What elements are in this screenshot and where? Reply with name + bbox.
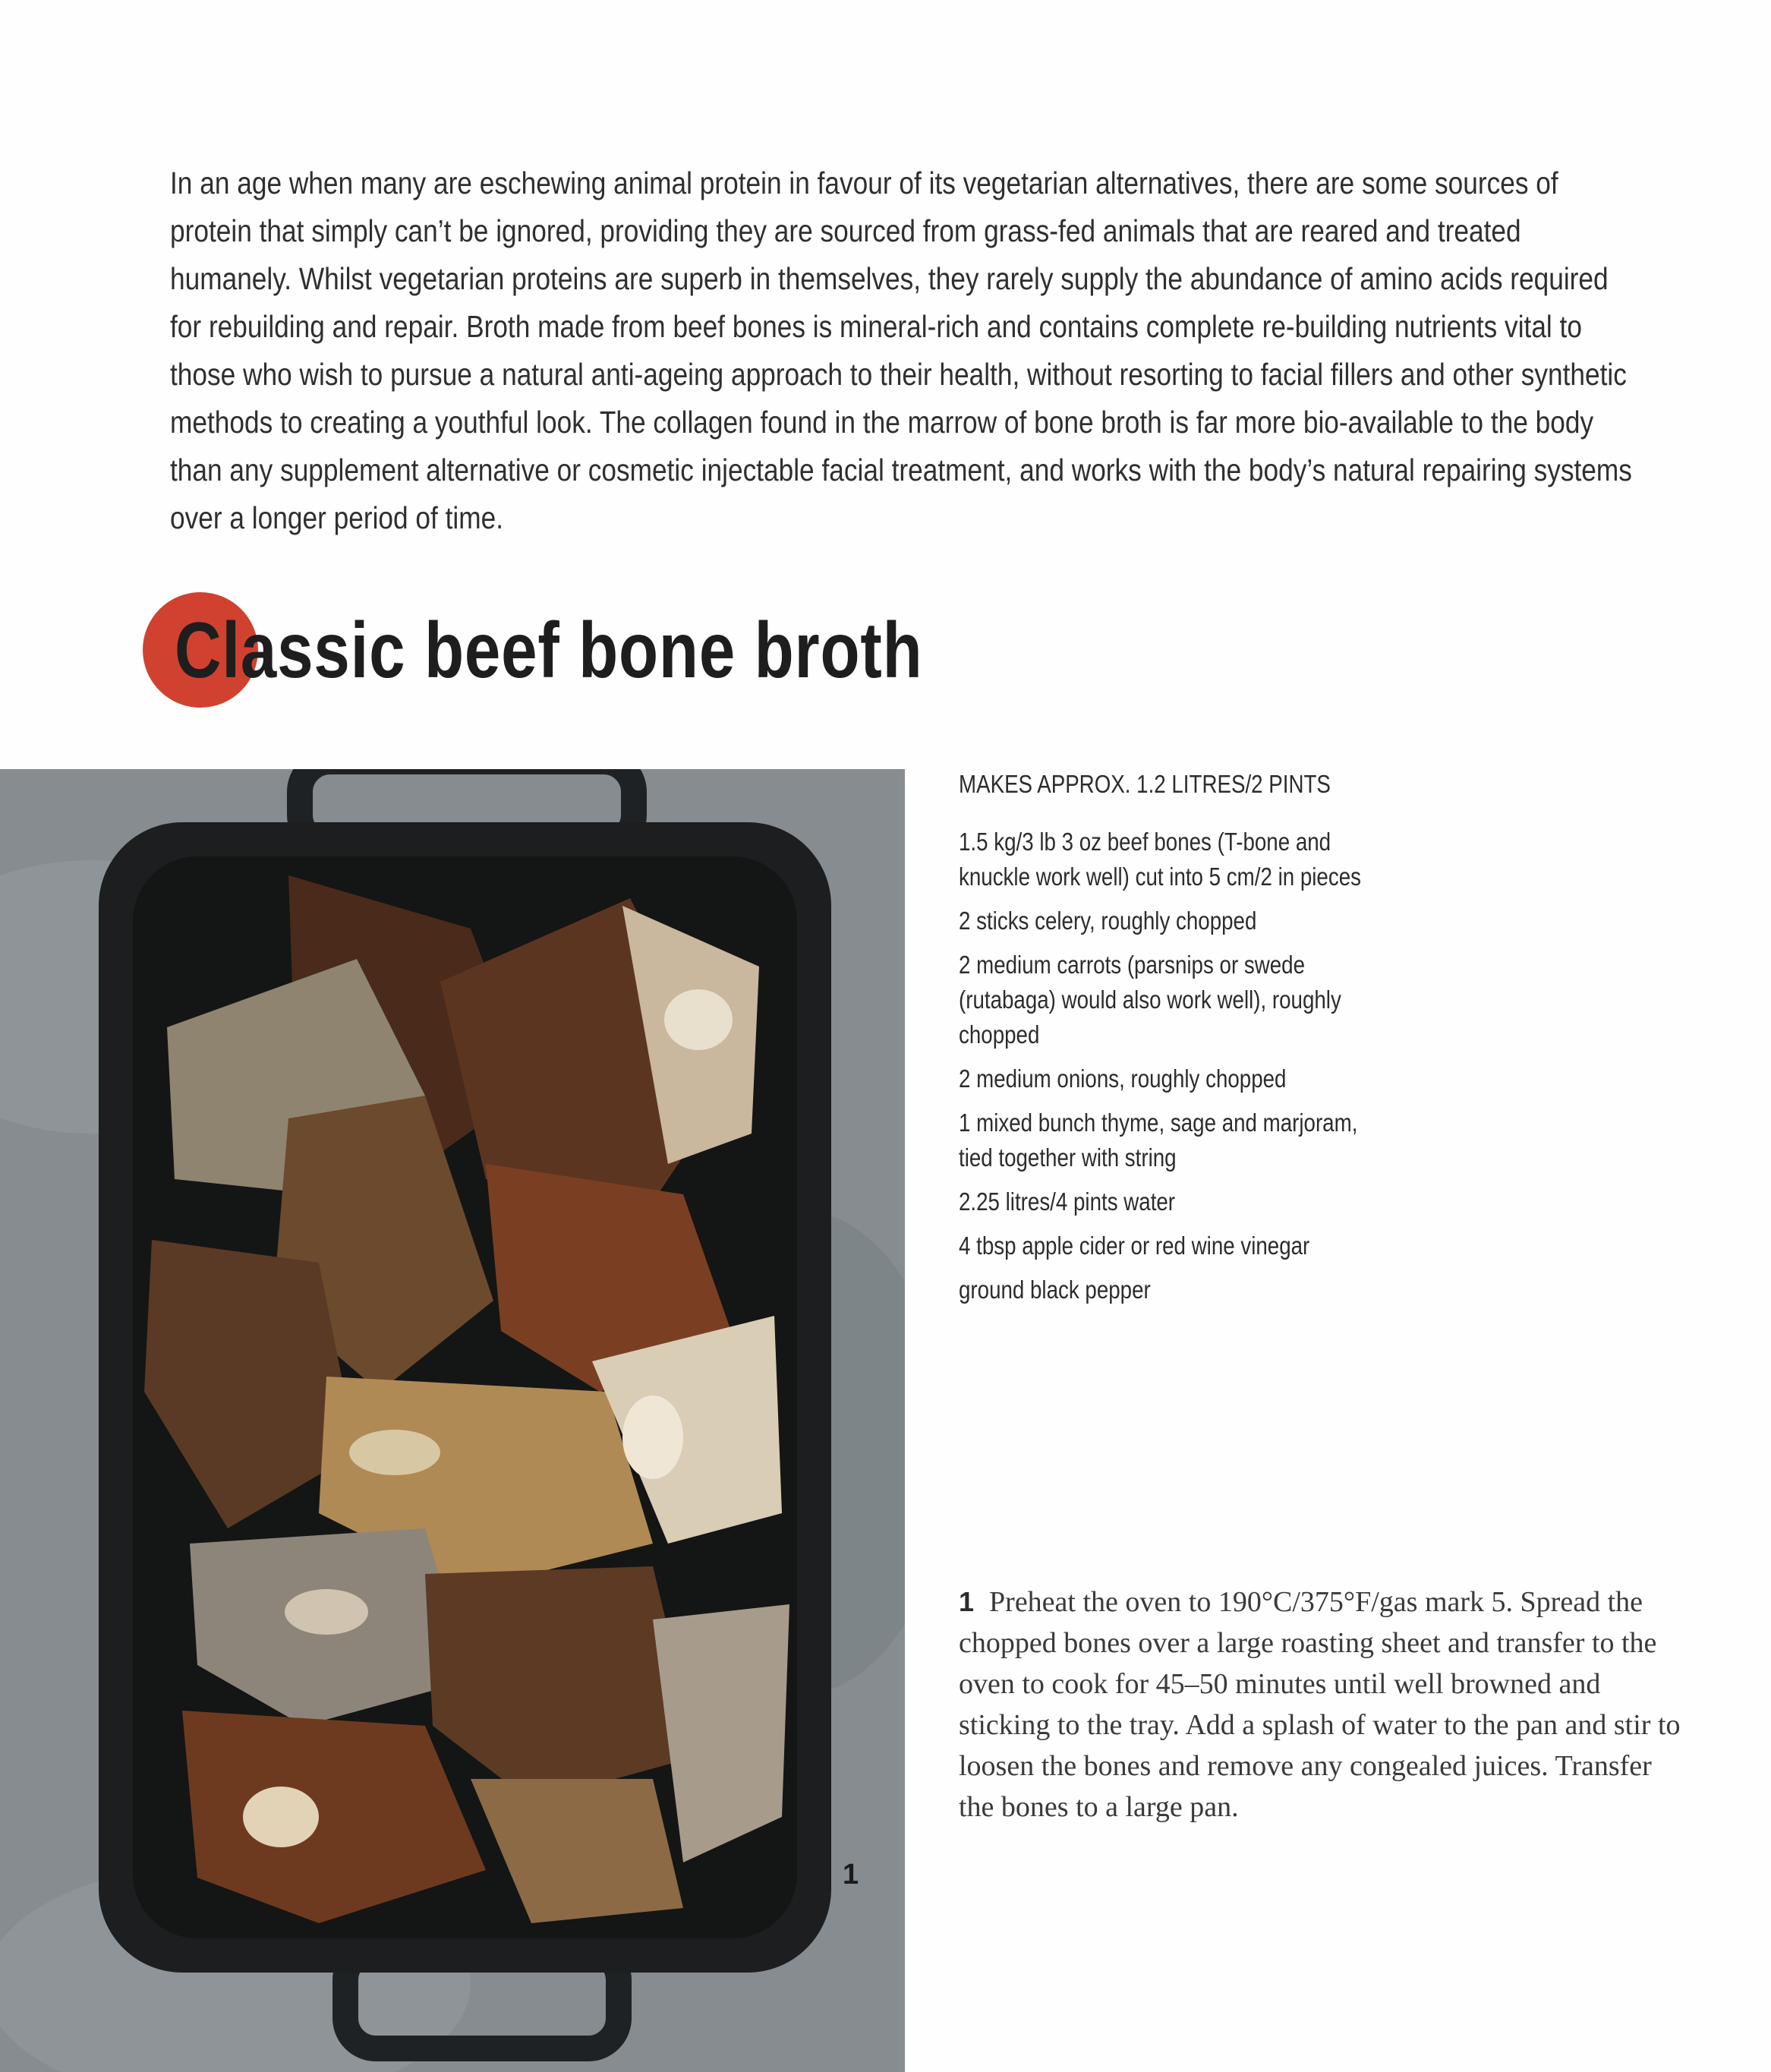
recipe-title-block: [143, 592, 923, 714]
recipe-photo: [0, 769, 905, 2072]
step-text: Preheat the oven to 190°C/375°F/gas mark 5. Spread the chopped bones over a large roasting sheet and transfer to the oven to cook for 45–50 minutes until well browned and sticking to the tray. Add a splash of water to the pan and stir to loosen the bones and remove any congealed juices. Transfer the bones to a large pan.: [959, 1586, 1681, 1823]
intro-paragraph: In an age when many are eschewing animal protein in favour of its vegetarian alternatives, there are some sources of protein that simply can’t be ignored, providing they are sourced from grass-fed animals that are reared and treated humanely. Whilst vegetarian proteins are superb in themselves, they rarely supply the abundance of amino acids required for rebuilding and repair. Broth made from beef bones is mineral-rich and contains complete re-building nutrients vital to those who wish to pursue a natural anti-ageing approach to their health, without resorting to facial fillers and other synthetic methods to creating a youthful look. The collagen found in the marrow of bone broth is far more bio-available to the body than any supplement alternative or cosmetic injectable facial treatment, and works with the body’s natural repairing systems over a longer period of time.: [170, 166, 1632, 535]
recipe-yield: MAKES APPROX. 1.2 LITRES/2 PINTS: [959, 770, 1331, 798]
ingredient-item: 1.5 kg/3 lb 3 oz beef bones (T-bone and knuckle work well) cut into 5 cm/2 in pieces: [959, 828, 1361, 891]
method-step: [959, 1582, 1687, 1828]
ingredient-item: 2 medium onions, roughly chopped: [959, 1064, 1287, 1093]
ingredient-item: 4 tbsp apple cider or red wine vinegar: [959, 1232, 1310, 1260]
method-section: [959, 1582, 1687, 1828]
ingredient-item: 2.25 litres/4 pints water: [959, 1187, 1176, 1216]
recipe-title: Classic beef bone broth: [175, 607, 923, 695]
step-number: 1: [959, 1586, 975, 1617]
ingredient-item: 2 medium carrots (parsnips or swede (rutabaga) would also work well), roughly chopped: [959, 951, 1341, 1049]
ingredient-item: 1 mixed bunch thyme, sage and marjoram, tied together with string: [959, 1109, 1358, 1172]
ingredients-panel: [959, 767, 1483, 1317]
ingredient-item: ground black pepper: [959, 1276, 1151, 1304]
roasting-tray-illustration: [0, 769, 905, 2072]
ingredient-list: [959, 825, 1483, 1307]
photo-step-number: 1: [843, 1859, 859, 1891]
ingredient-item: 2 sticks celery, roughly chopped: [959, 907, 1257, 935]
